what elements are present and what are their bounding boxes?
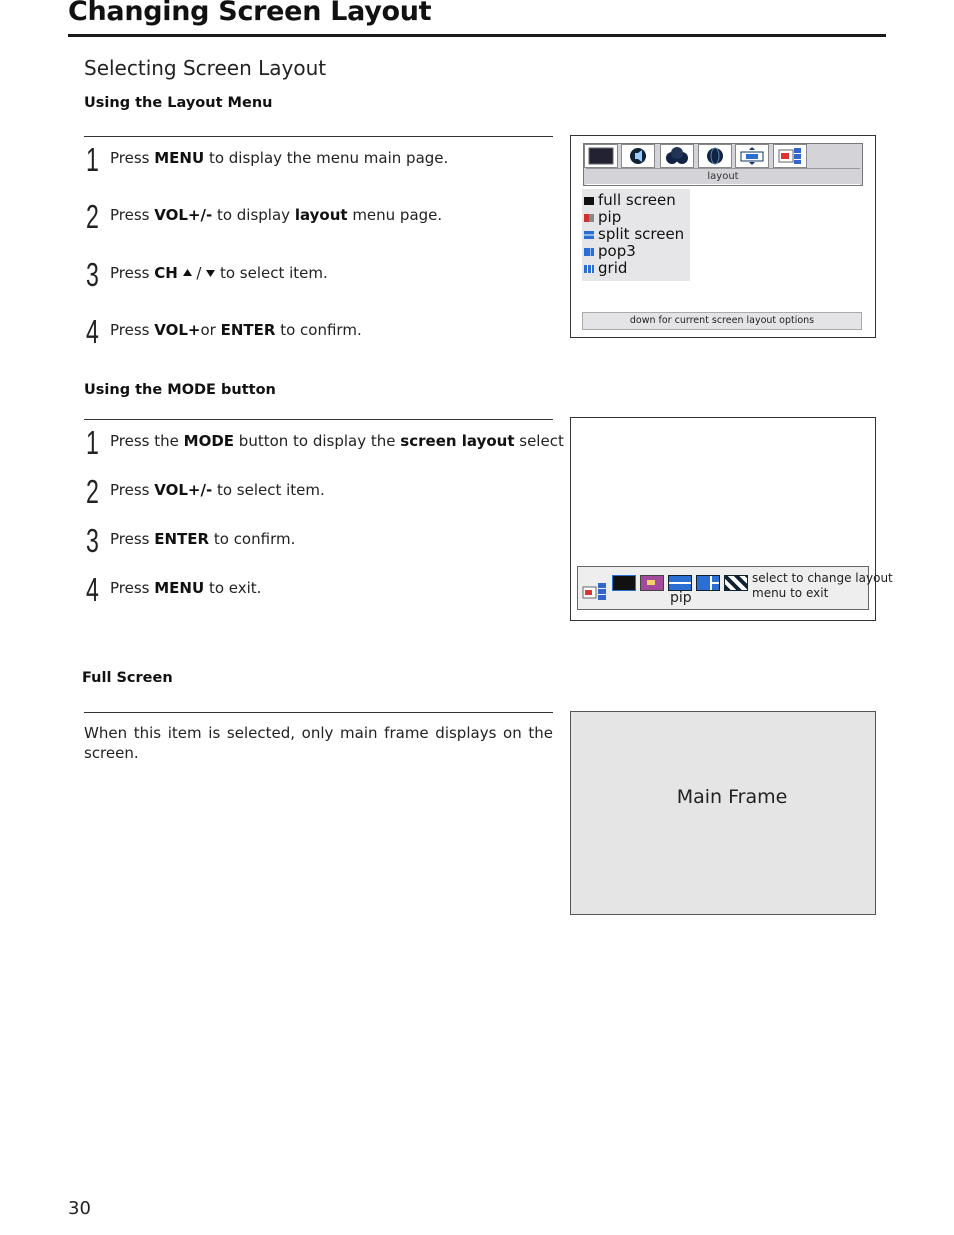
grid-icon xyxy=(584,265,594,273)
section-subtitle: Selecting Screen Layout xyxy=(84,56,327,80)
step-number: 4 xyxy=(86,571,99,608)
tab-settings[interactable] xyxy=(698,144,732,168)
section-rule xyxy=(84,419,553,420)
layout-icon xyxy=(778,147,802,165)
step-text: Press MENU to exit. xyxy=(110,579,262,597)
main-frame-preview xyxy=(570,711,876,915)
full-screen-heading: Full Screen xyxy=(82,670,173,686)
list-item[interactable]: pop3 xyxy=(584,243,636,260)
step-text: Press the MODE button to display the screen layout select xyxy=(110,432,564,450)
layout-icon xyxy=(582,582,608,602)
tab-layout[interactable] xyxy=(773,144,807,168)
tab-audio[interactable] xyxy=(621,144,655,168)
status-bar: down for current screen layout options xyxy=(582,312,862,330)
step-number: 1 xyxy=(86,424,99,461)
grid-option[interactable] xyxy=(724,575,748,591)
arrow-down-icon xyxy=(206,270,215,277)
step-text: Press VOL+/- to select item. xyxy=(110,481,325,499)
mode-hint: select to change layout menu to exit xyxy=(752,571,893,600)
current-layout-label: pip xyxy=(670,590,692,606)
mode-button-heading: Using the MODE button xyxy=(84,382,276,398)
speaker-icon xyxy=(629,147,647,165)
color-balls-icon xyxy=(665,147,689,165)
step-text: Press ENTER to confirm. xyxy=(110,530,296,548)
step-number: 1 xyxy=(86,141,99,178)
step-text: Press VOL+/- to display layout menu page. xyxy=(110,206,443,224)
tab-label: layout xyxy=(586,168,860,185)
globe-icon xyxy=(706,147,724,165)
section-rule xyxy=(84,712,553,713)
layout-menu-heading: Using the Layout Menu xyxy=(84,95,273,111)
tab-color[interactable] xyxy=(660,144,694,168)
split-screen-option[interactable] xyxy=(668,575,692,591)
step-number: 2 xyxy=(86,473,99,510)
pop3-option[interactable] xyxy=(696,575,720,591)
tab-picture[interactable] xyxy=(584,144,618,168)
full-screen-icon xyxy=(584,197,594,205)
section-rule xyxy=(84,136,553,137)
page-number: 30 xyxy=(68,1198,91,1219)
list-item[interactable]: split screen xyxy=(584,226,684,243)
list-item[interactable]: pip xyxy=(584,209,621,226)
page-title: Changing Screen Layout xyxy=(68,0,432,27)
position-icon xyxy=(739,147,765,165)
full-screen-option[interactable] xyxy=(612,575,636,591)
main-frame-label: Main Frame xyxy=(676,786,788,808)
layout-options-list xyxy=(582,189,690,281)
step-number: 3 xyxy=(86,522,99,559)
step-text: Press VOL+or ENTER to confirm. xyxy=(110,321,362,339)
step-number: 4 xyxy=(86,313,99,350)
step-number: 2 xyxy=(86,198,99,235)
step-text: Press MENU to display the menu main page. xyxy=(110,149,449,167)
step-text: Press CH / to select item. xyxy=(110,264,328,282)
list-item[interactable]: full screen xyxy=(584,192,676,209)
pip-icon xyxy=(584,214,594,222)
pop3-icon xyxy=(584,248,594,256)
full-screen-description: When this item is selected, only main frame displays on the screen. xyxy=(84,724,553,762)
pip-option[interactable] xyxy=(640,575,664,591)
list-item[interactable]: grid xyxy=(584,260,627,277)
monitor-icon xyxy=(588,147,614,165)
step-number: 3 xyxy=(86,256,99,293)
arrow-up-icon xyxy=(183,269,192,276)
title-rule xyxy=(68,34,886,37)
split-screen-icon xyxy=(584,231,594,239)
tab-position[interactable] xyxy=(735,144,769,168)
